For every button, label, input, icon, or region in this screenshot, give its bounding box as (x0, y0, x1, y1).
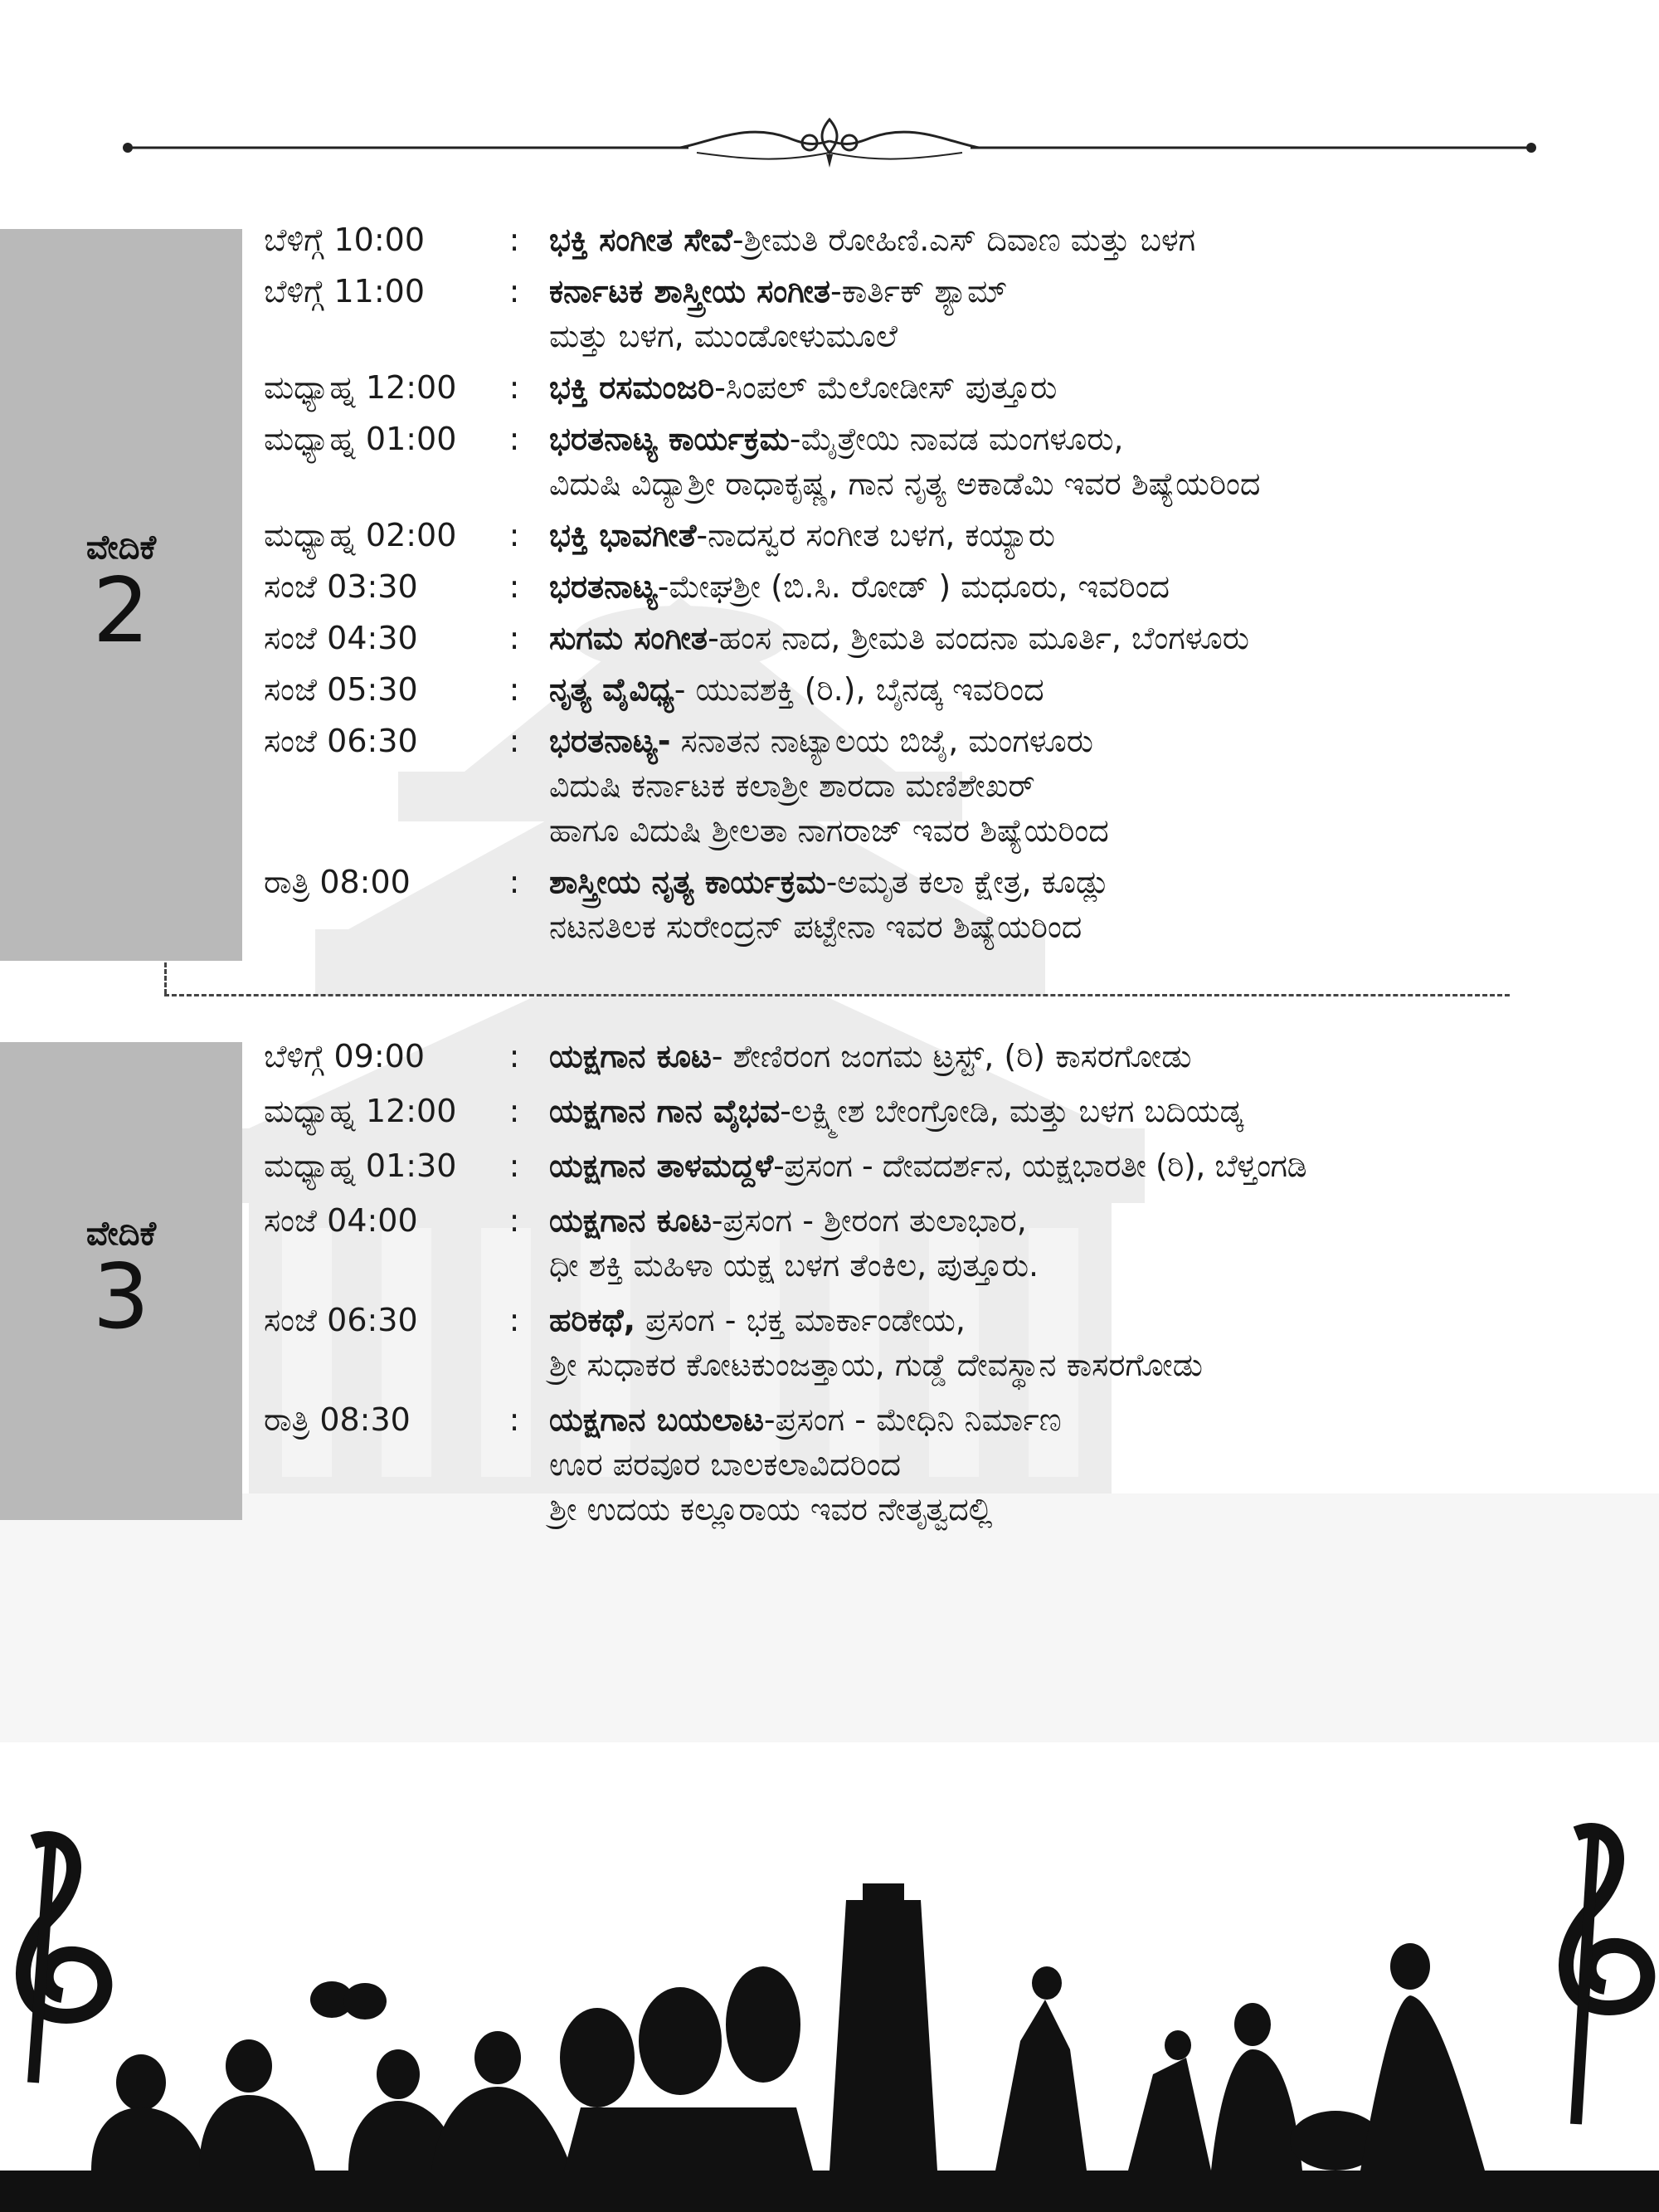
performers-silhouette-illustration (0, 1809, 1659, 2212)
schedule-row (264, 1397, 1641, 1532)
event-detail (541, 1143, 1641, 1188)
event-detail (541, 1034, 1641, 1079)
schedule-row (264, 1198, 1641, 1288)
event-title: ಸುಗಮ ಸಂಗೀತ (549, 620, 708, 656)
event-time: ಸಂಜೆ 05:30 (264, 671, 418, 708)
separator-colon: : (508, 222, 520, 258)
event-performer: -ಹಂಸ ನಾದ, ಶ್ರೀಮತಿ ವಂದನಾ ಮೂರ್ತಿ, ಬೆಂಗಳೂರು (708, 620, 1249, 656)
separator-colon: : (508, 1038, 520, 1074)
event-performer: -ಪ್ರಸಂಗ - ಮೇಧಿನಿ ನಿರ್ಮಾಣ (763, 1401, 1062, 1438)
event-performer: -ನಾದಸ್ವರ ಸಂಗೀತ ಬಳಗ, ಕಯ್ಯಾರು (696, 517, 1056, 553)
event-performer: -ಲಕ್ಷ್ಮೀಶ ಬೇಂಗ್ರೋಡಿ, ಮತ್ತು ಬಳಗ ಬದಿಯಡ್ಕ (780, 1093, 1243, 1129)
event-performer-line: ಶ್ರೀ ಸುಧಾಕರ ಕೋಟಕುಂಜತ್ತಾಯ, ಗುಡ್ಡೆ ದೇವಸ್ಥಾನ ಕಾಸರಗೋಡು (549, 1347, 1203, 1383)
event-performer: -ಮೈತ್ರೇಯಿ ನಾವಡ ಮಂಗಳೂರು, (789, 421, 1124, 457)
separator-colon: : (508, 1401, 520, 1438)
event-title: ಭರತನಾಟ್ಯ ಕಾರ್ಯಕ್ರಮ (549, 421, 790, 457)
stage-3-schedule (264, 1034, 1641, 1532)
section-divider (164, 994, 1510, 996)
event-detail (541, 667, 1641, 712)
schedule-row (264, 564, 1641, 609)
event-detail (541, 1298, 1641, 1387)
event-detail (541, 513, 1641, 558)
event-performer-line: ವಿದುಷಿ ವಿದ್ಯಾಶ್ರೀ ರಾಧಾಕೃಷ್ಣ, ಗಾನ ನೃತ್ಯ ಅಕಾಡೆಮಿ ಇವರ ಶಿಷ್ಯೆಯರಿಂದ (549, 465, 1261, 502)
section-divider-connector (164, 962, 167, 994)
schedule-row (264, 269, 1641, 358)
event-performer: ಪ್ರಸಂಗ - ಭಕ್ತ ಮಾರ್ಕಾಂಡೇಯ, (635, 1302, 966, 1338)
separator-colon: : (508, 273, 520, 309)
event-time: ರಾತ್ರಿ 08:30 (264, 1401, 411, 1438)
event-time: ಸಂಜೆ 04:30 (264, 620, 418, 656)
separator-colon: : (508, 568, 520, 605)
schedule-row (264, 667, 1641, 712)
event-performer-line: ಹಾಗೂ ವಿದುಷಿ ಶ್ರೀಲತಾ ನಾಗರಾಜ್ ಇವರ ಶಿಷ್ಯೆಯರಿಂದ (549, 812, 1109, 849)
stage-2-label: ವೇದಿಕೆ (85, 529, 157, 568)
event-detail (541, 860, 1641, 949)
stage-2-number: 2 (92, 559, 150, 664)
separator-colon: : (508, 421, 520, 457)
event-performer: -ಕಾರ್ತಿಕ್ ಶ್ಯಾಮ್ (830, 273, 1008, 309)
event-detail (541, 1397, 1641, 1532)
schedule-row (264, 1143, 1641, 1188)
event-time: ಮಧ್ಯಾಹ್ನ 12:00 (264, 1093, 457, 1129)
event-detail (541, 719, 1641, 853)
event-title: ಯಕ್ಷಗಾನ ಬಯಲಾಟ (549, 1401, 764, 1438)
event-performer-line: ಧೀ ಶಕ್ತಿ ಮಹಿಳಾ ಯಕ್ಷ ಬಳಗ ತೆಂಕಿಲ, ಪುತ್ತೂರು. (549, 1247, 1039, 1284)
stage-3-box (0, 1042, 242, 1520)
event-detail (541, 365, 1641, 410)
event-title: ಯಕ್ಷಗಾನ ಗಾನ ವೈಭವ (549, 1093, 781, 1129)
event-time: ಸಂಜೆ 04:00 (264, 1202, 418, 1239)
event-performer-line: ಮತ್ತು ಬಳಗ, ಮುಂಡೋಳುಮೂಲೆ (549, 318, 898, 354)
event-performer: -ಪ್ರಸಂಗ - ದೇವದರ್ಶನ, ಯಕ್ಷಭಾರತೀ (ರಿ), ಬೆಳ್ತಂಗಡಿ (773, 1147, 1307, 1184)
separator-colon: : (508, 369, 520, 406)
event-time: ಸಂಜೆ 06:30 (264, 723, 418, 759)
event-performer: - ಯುವಶಕ್ತಿ (ರಿ.), ಬೈನಡ್ಕ ಇವರಿಂದ (674, 671, 1044, 708)
separator-colon: : (508, 1147, 520, 1184)
event-time: ಬೆಳಿಗ್ಗೆ 11:00 (264, 273, 426, 309)
schedule-row (264, 1298, 1641, 1387)
event-title: ಭಕ್ತಿ ಸಂಗೀತ ಸೇವೆ (549, 222, 732, 258)
event-time: ರಾತ್ರಿ 08:00 (264, 864, 411, 900)
event-time: ಮಧ್ಯಾಹ್ನ 12:00 (264, 369, 457, 406)
event-title: ಭಕ್ತಿ ಭಾವಗೀತೆ (549, 517, 697, 553)
event-title: ಭಕ್ತಿ ರಸಮಂಜರಿ (549, 369, 715, 406)
event-detail (541, 269, 1641, 358)
event-detail (541, 564, 1641, 609)
event-title: ಯಕ್ಷಗಾನ ಕೂಟ (549, 1202, 712, 1239)
event-performer: -ಪ್ರಸಂಗ - ಶ್ರೀರಂಗ ತುಲಾಭಾರ, (711, 1202, 1027, 1239)
event-title: ಭರತನಾಟ್ಯ- (549, 723, 671, 759)
event-title: ನೃತ್ಯ ವೈವಿಧ್ಯ (549, 671, 674, 708)
event-performer: - ಶೇಣಿರಂಗ ಜಂಗಮ ಟ್ರಸ್ಟ್, (ರಿ) ಕಾಸರಗೋಡು (711, 1038, 1192, 1074)
stage-2-box (0, 229, 242, 961)
event-title: ಯಕ್ಷಗಾನ ಕೂಟ (549, 1038, 712, 1074)
stage-3-number: 3 (92, 1245, 150, 1350)
separator-colon: : (508, 864, 520, 900)
event-detail (541, 217, 1641, 262)
event-time: ಬೆಳಿಗ್ಗೆ 10:00 (264, 222, 426, 258)
separator-colon: : (508, 517, 520, 553)
separator-colon: : (508, 723, 520, 759)
schedule-row (264, 1034, 1641, 1079)
event-title: ಭರತನಾಟ್ಯ (549, 568, 658, 605)
event-detail (541, 616, 1641, 660)
event-title: ಹರಿಕಥೆ, (549, 1302, 636, 1338)
event-performer-line: ನಟನತಿಲಕ ಸುರೇಂದ್ರನ್ ಪಟ್ಟೇನಾ ಇವರ ಶಿಷ್ಯೆಯರಿಂದ (549, 909, 1082, 945)
schedule-row (264, 860, 1641, 949)
stage-2-schedule (264, 217, 1641, 949)
stage-3-label: ವೇದಿಕೆ (85, 1215, 157, 1254)
event-time: ಮಧ್ಯಾಹ್ನ 01:00 (264, 421, 457, 457)
schedule-row (264, 616, 1641, 660)
ornament-divider (116, 116, 1543, 183)
schedule-row (264, 417, 1641, 506)
event-performer: -ಮೇಘಶ್ರೀ (ಬಿ.ಸಿ. ರೋಡ್ ) ಮಧೂರು, ಇವರಿಂದ (657, 568, 1170, 605)
schedule-row (264, 217, 1641, 262)
schedule-row (264, 513, 1641, 558)
event-detail (541, 1198, 1641, 1288)
separator-colon: : (508, 1093, 520, 1129)
event-performer: -ಶ್ರೀಮತಿ ರೋಹಿಣಿ.ಎಸ್ ದಿವಾಣ ಮತ್ತು ಬಳಗ (732, 222, 1196, 258)
event-time: ಮಧ್ಯಾಹ್ನ 02:00 (264, 517, 457, 553)
separator-colon: : (508, 620, 520, 656)
event-performer-line: ಊರ ಪರವೂರ ಬಾಲಕಲಾವಿದರಿಂದ (549, 1446, 902, 1483)
event-detail (541, 1089, 1641, 1133)
event-title: ಕರ್ನಾಟಕ ಶಾಸ್ತ್ರೀಯ ಸಂಗೀತ (549, 273, 831, 309)
schedule-row (264, 719, 1641, 853)
event-time: ಬೆಳಿಗ್ಗೆ 09:00 (264, 1038, 426, 1074)
event-time: ಸಂಜೆ 06:30 (264, 1302, 418, 1338)
event-time: ಮಧ್ಯಾಹ್ನ 01:30 (264, 1147, 457, 1184)
separator-colon: : (508, 1302, 520, 1338)
event-performer: -ಅಮೃತ ಕಲಾ ಕ್ಷೇತ್ರ, ಕೂಡ್ಲು (825, 864, 1110, 900)
schedule-row (264, 365, 1641, 410)
separator-colon: : (508, 1202, 520, 1239)
event-title: ಶಾಸ್ತ್ರೀಯ ನೃತ್ಯ ಕಾರ್ಯಕ್ರಮ (549, 864, 826, 900)
event-performer-line: ಶ್ರೀ ಉದಯ ಕಲ್ಲೂರಾಯ ಇವರ ನೇತೃತ್ವದಲ್ಲಿ (549, 1491, 993, 1527)
event-performer: ಸನಾತನ ನಾಟ್ಯಾಲಯ ಬಿಜೈ, ಮಂಗಳೂರು (670, 723, 1093, 759)
schedule-row (264, 1089, 1641, 1133)
event-time: ಸಂಜೆ 03:30 (264, 568, 418, 605)
event-performer-line: ವಿದುಷಿ ಕರ್ನಾಟಕ ಕಲಾಶ್ರೀ ಶಾರದಾ ಮಣಿಶೇಖರ್ (549, 767, 1035, 804)
event-title: ಯಕ್ಷಗಾನ ತಾಳಮದ್ದಳೆ (549, 1147, 774, 1184)
event-detail (541, 417, 1641, 506)
event-performer: -ಸಿಂಪಲ್ ಮೆಲೋಡೀಸ್ ಪುತ್ತೂರು (714, 369, 1058, 406)
separator-colon: : (508, 671, 520, 708)
